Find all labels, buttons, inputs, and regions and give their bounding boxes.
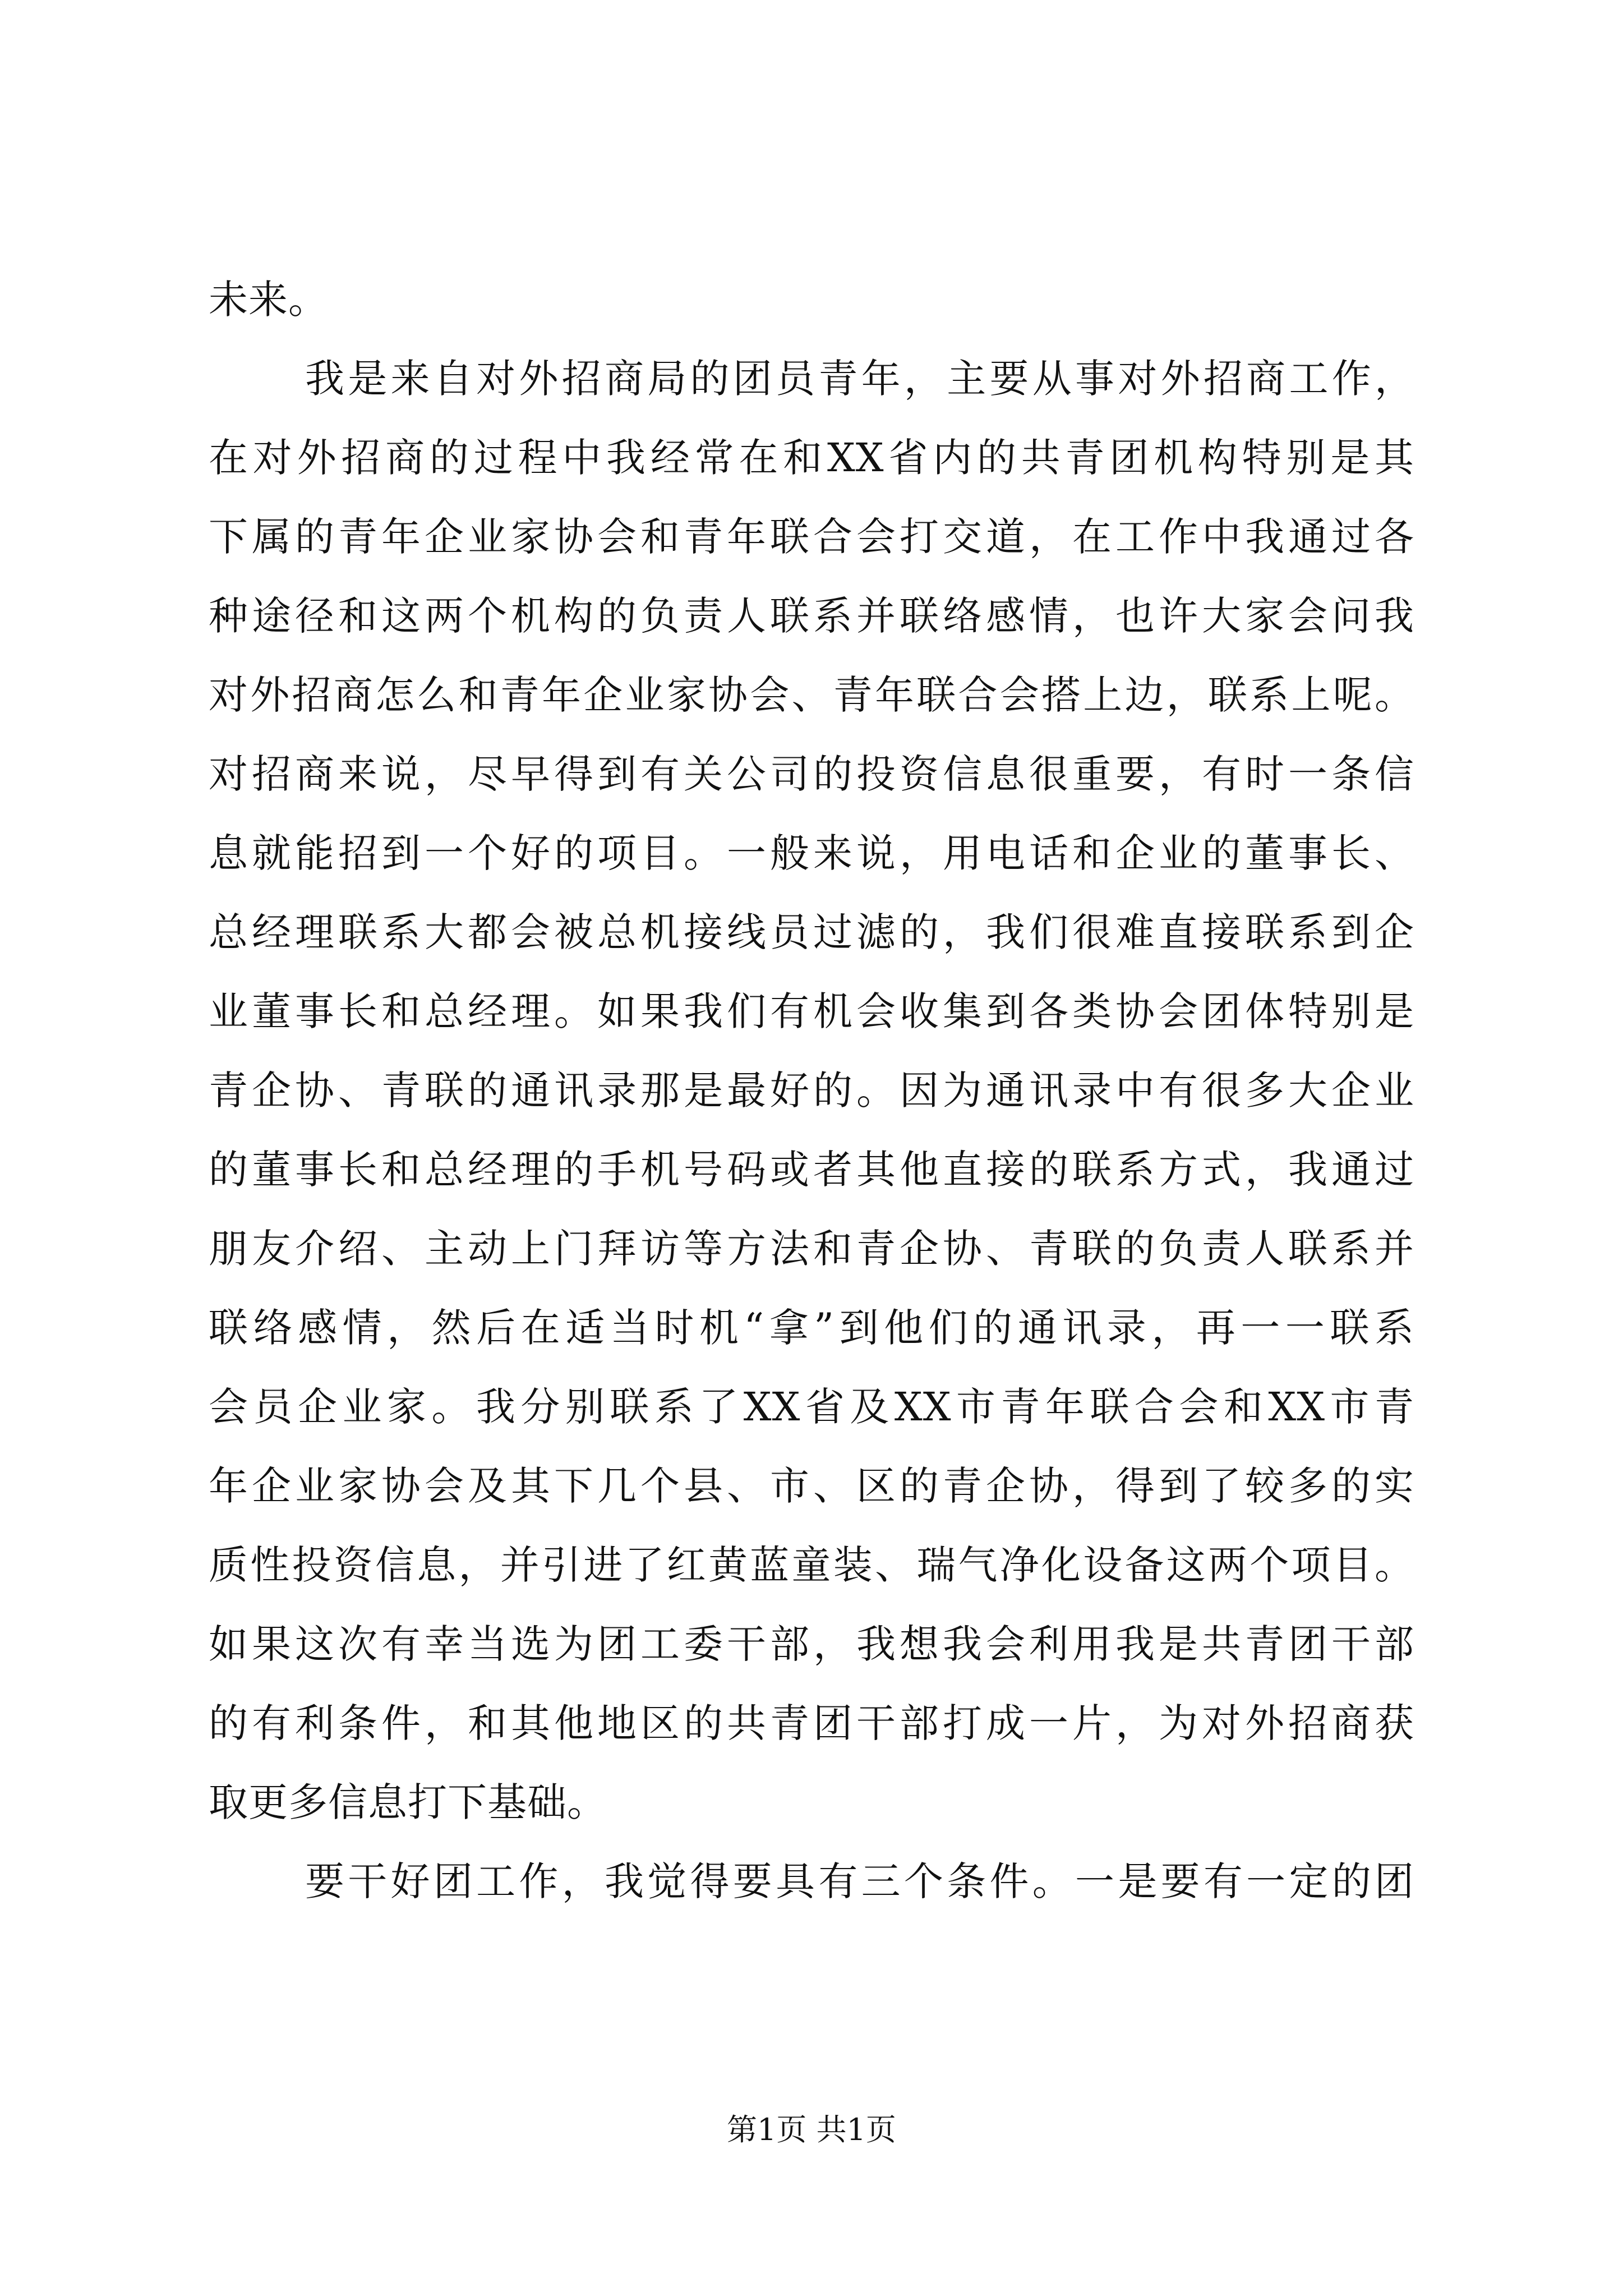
text-line: 的有利条件，和其他地区的共青团干部打成一片，为对外招商获	[209, 1700, 1414, 1746]
text-line: 会员企业家。我分别联系了XX省及XX市青年联合会和XX市青	[209, 1384, 1414, 1430]
text-line: 联络感情，然后在适当时机“拿”到他们的通讯录，再一一联系	[209, 1305, 1414, 1351]
text-line: 息就能招到一个好的项目。一般来说，用电话和企业的董事长、	[209, 830, 1414, 876]
text-line: 未来。	[209, 277, 328, 323]
text-line: 取更多信息打下基础。	[209, 1779, 607, 1825]
text-line: 的董事长和总经理的手机号码或者其他直接的联系方式，我通过	[209, 1147, 1414, 1193]
text-line: 总经理联系大都会被总机接线员过滤的，我们很难直接联系到企	[209, 909, 1414, 955]
text-line: 下属的青年企业家协会和青年联合会打交道，在工作中我通过各	[209, 514, 1414, 560]
text-line: 业董事长和总经理。如果我们有机会收集到各类协会团体特别是	[209, 988, 1414, 1034]
text-line: 年企业家协会及其下几个县、市、区的青企协，得到了较多的实	[209, 1463, 1414, 1509]
text-line: 对招商来说，尽早得到有关公司的投资信息很重要，有时一条信	[209, 751, 1414, 797]
text-line: 我是来自对外招商局的团员青年，主要从事对外招商工作，	[305, 356, 1414, 402]
text-line: 要干好团工作，我觉得要具有三个条件。一是要有一定的团	[305, 1858, 1414, 1904]
text-line: 朋友介绍、主动上门拜访等方法和青企协、青联的负责人联系并	[209, 1226, 1414, 1272]
text-line: 青企协、青联的通讯录那是最好的。因为通讯录中有很多大企业	[209, 1068, 1414, 1114]
text-line: 如果这次有幸当选为团工委干部，我想我会利用我是共青团干部	[209, 1621, 1414, 1667]
text-line: 种途径和这两个机构的负责人联系并联络感情，也许大家会问我	[209, 593, 1414, 639]
body-text	[209, 260, 1414, 1921]
text-line: 对外招商怎么和青年企业家协会、青年联合会搭上边，联系上呢。	[209, 672, 1414, 718]
text-line: 在对外招商的过程中我经常在和XX省内的共青团机构特别是其	[209, 435, 1414, 481]
text-line: 质性投资信息，并引进了红黄蓝童装、瑞气净化设备这两个项目。	[209, 1542, 1414, 1588]
page-number-footer: 第1页 共1页	[727, 2112, 896, 2147]
